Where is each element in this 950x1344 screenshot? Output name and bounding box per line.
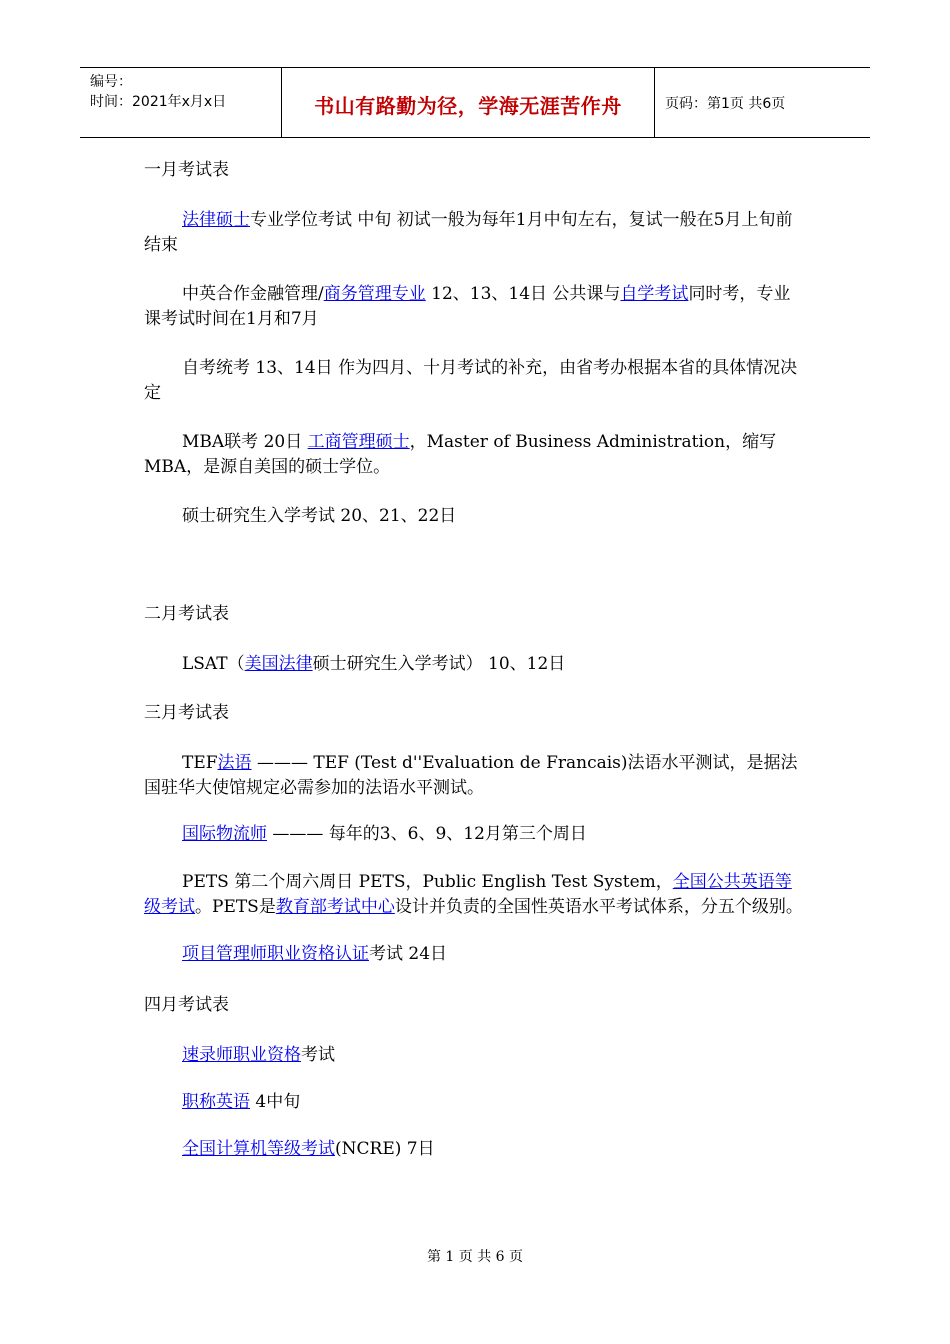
logistics-paragraph [144, 822, 806, 847]
logistics-link[interactable]: 国际物流师 [182, 824, 267, 844]
pets-text-c: 设计并负责的全国性英语水平考试体系，分五个级别。 [394, 897, 803, 917]
january-heading: 一月考试表 [144, 160, 229, 180]
pets-paragraph [144, 870, 806, 920]
title-english-paragraph [144, 1090, 806, 1115]
exam-center-link[interactable]: 教育部考试中心 [275, 897, 395, 917]
finance-management-paragraph [144, 282, 806, 332]
stenographer-text: 考试 [301, 1045, 335, 1065]
pets-link[interactable]: 全国公共英语等级考试 [144, 872, 792, 917]
lsat-text-a: LSAT（ [182, 654, 245, 674]
law-master-paragraph [144, 208, 806, 258]
pets-text-a: PETS 第二个周六周日 PETS，Public English Test System， [182, 872, 673, 892]
pets-text-b: 。PETS是 [195, 897, 276, 917]
stenographer-link[interactable]: 速录师职业资格 [182, 1045, 301, 1065]
finance-management-text-c: 同时考，专业课考试时间在1月和7月 [144, 284, 791, 329]
finance-management-text-b: 12、13、14日 公共课与 [425, 284, 621, 304]
business-management-link[interactable]: 商务管理专业 [323, 284, 426, 304]
mba-text-b: ，Master of Business Administration，缩写MBA，是源自美国的硕士学位。 [144, 432, 777, 477]
mba-text-a: MBA联考 20日 [182, 432, 308, 452]
project-manager-link[interactable]: 项目管理师职业资格认证 [182, 944, 369, 964]
title-english-text: 4中旬 [250, 1092, 301, 1112]
tef-text-b: ——— TEF (Test d''Evaluation de Francais)法语水平测试，是据法国驻华大使馆规定必需参加的法语水平测试。 [144, 753, 798, 798]
motto-text: 书山有路勤为径，学海无涯苦作舟 [314, 94, 622, 118]
postgraduate-text: 硕士研究生入学考试 20、21、22日 [182, 506, 457, 526]
title-english-link[interactable]: 职称英语 [182, 1092, 250, 1112]
logistics-text: ——— 每年的3、6、9、12月第三个周日 [267, 824, 587, 844]
march-heading: 三月考试表 [144, 703, 229, 723]
project-manager-paragraph [144, 942, 806, 967]
header-table [80, 67, 870, 138]
self-exam-text: 自考统考 13、14日 作为四月、十月考试的补充，由省考办根据本省的具体情况决定 [144, 358, 798, 403]
ncre-link[interactable]: 全国计算机等级考试 [182, 1139, 335, 1159]
header-info-cell [80, 68, 282, 137]
project-manager-text: 考试 24日 [369, 944, 448, 964]
motto-cell [282, 68, 655, 137]
law-master-text: 专业学位考试 中旬 初试一般为每年1月中旬左右，复试一般在5月上旬前结束 [144, 210, 793, 255]
footer-page-text: 第 1 页 共 6 页 [426, 1249, 524, 1265]
self-study-exam-link[interactable]: 自学考试 [620, 284, 689, 304]
french-link[interactable]: 法语 [217, 753, 252, 773]
finance-management-text-a: 中英合作金融管理/ [182, 284, 324, 304]
april-heading: 四月考试表 [144, 995, 229, 1015]
page-footer [0, 1246, 950, 1266]
postgraduate-paragraph [144, 504, 806, 529]
stenographer-paragraph [144, 1043, 806, 1068]
self-exam-paragraph [144, 356, 806, 406]
tef-text-a: TEF [182, 753, 218, 773]
us-law-link[interactable]: 美国法律 [244, 654, 313, 674]
ncre-paragraph [144, 1137, 806, 1162]
law-master-link[interactable]: 法律硕士 [182, 210, 250, 230]
number-label: 编号： [90, 74, 132, 90]
ncre-text: (NCRE) 7日 [335, 1139, 435, 1159]
lsat-paragraph [144, 652, 806, 677]
mba-paragraph [144, 430, 806, 480]
document-body [144, 158, 806, 1162]
february-heading: 二月考试表 [144, 604, 229, 624]
time-label: 时间：2021年x月x日 [90, 94, 227, 110]
page-label: 页码：第1页 共6页 [665, 95, 786, 112]
page-number-cell [655, 68, 870, 137]
lsat-text-b: 硕士研究生入学考试） 10、12日 [312, 654, 566, 674]
tef-paragraph [144, 751, 806, 801]
mba-link[interactable]: 工商管理硕士 [307, 432, 410, 452]
